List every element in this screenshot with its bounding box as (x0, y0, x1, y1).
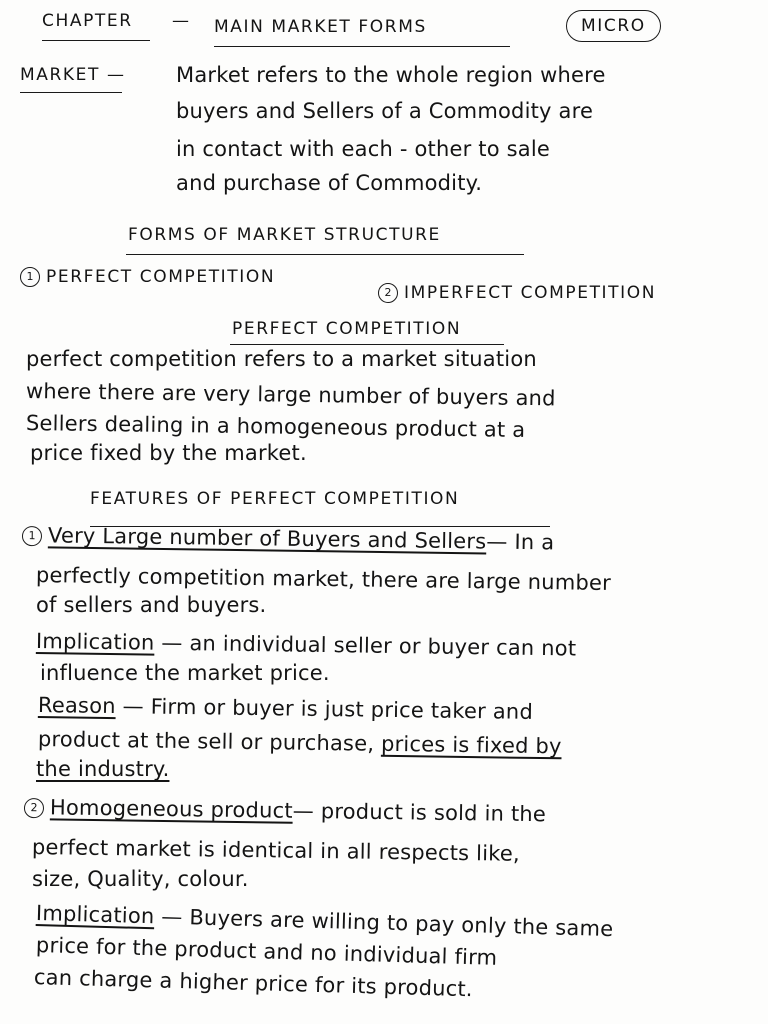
feature-1-line-2: of sellers and buyers. (36, 593, 267, 617)
feature-2-line-2: size, Quality, colour. (32, 867, 249, 891)
market-term-underline (20, 92, 122, 93)
forms-item-imperfect-label: IMPERFECT COMPETITION (404, 283, 657, 303)
feature-1-implication-line-2: influence the market price. (40, 661, 330, 685)
feature-2-title: Homogeneous product (49, 795, 293, 823)
feature-1-title: Very Large number of Buyers and Sellers (47, 523, 487, 554)
implication-label: Implication (35, 901, 155, 929)
number-2-badge: 2 (24, 798, 44, 818)
market-term: MARKET — (20, 65, 126, 85)
feature-2-implication-line-2: price for the product and no individual firm (35, 933, 498, 970)
feature-1-reason (38, 692, 533, 725)
implication-text: — Buyers are willing to pay only the same (161, 904, 614, 942)
number-1-badge: 1 (20, 267, 40, 287)
reason-line-2-b: prices is fixed by (380, 731, 562, 759)
micro-badge: MICRO (566, 10, 661, 42)
implication-label: Implication (35, 629, 155, 655)
forms-item-imperfect (378, 280, 656, 306)
perfect-def-line-3: Sellers dealing in a homogeneous product at a (25, 411, 526, 442)
perfect-def-line-4: price fixed by the market. (30, 441, 307, 465)
chapter-title: MAIN MARKET FORMS (214, 17, 427, 37)
feature-1-reason-line-2 (38, 726, 562, 759)
feature-1-title-line (22, 522, 555, 555)
market-def-line-4: and purchase of Commodity. (176, 171, 483, 195)
implication-text: — an individual seller or buyer can not (161, 630, 577, 661)
reason-text: — Firm or buyer is just price taker and (122, 694, 534, 724)
feature-2-line-1: perfect market is identical in all respects like, (31, 835, 521, 866)
feature-1-implication (36, 628, 577, 662)
feature-2-title-line (24, 794, 546, 827)
reason-label: Reason (37, 693, 116, 719)
header-dash: — (172, 11, 191, 31)
perfect-heading: PERFECT COMPETITION (232, 319, 462, 339)
feature-1-line-1: perfectly competition market, there are large number (35, 563, 612, 596)
feature-1-reason-line-3: the industry. (36, 757, 170, 781)
chapter-underline (42, 40, 150, 41)
forms-item-perfect-label: PERFECT COMPETITION (46, 267, 276, 287)
chapter-label: CHAPTER (42, 11, 133, 31)
perfect-heading-underline (230, 344, 504, 345)
chapter-title-underline (214, 46, 510, 47)
number-2-badge: 2 (378, 283, 398, 303)
feature-2-implication-line-3: can charge a higher price for its product. (33, 965, 474, 1002)
features-heading: FEATURES OF PERFECT COMPETITION (90, 489, 460, 509)
market-def-line-2: buyers and Sellers of a Commodity are (176, 99, 594, 123)
market-def-line-1: Market refers to the whole region where (176, 63, 606, 87)
forms-heading: FORMS OF MARKET STRUCTURE (128, 225, 441, 245)
forms-heading-underline (126, 254, 524, 255)
perfect-def-line-2: where there are very large number of buyers and (25, 379, 556, 411)
number-1-badge: 1 (22, 526, 42, 546)
forms-item-perfect (20, 264, 275, 290)
reason-line-2-a: product at the sell or purchase, (37, 727, 382, 756)
feature-2-title-tail: — product is sold in the (292, 798, 547, 827)
market-def-line-3: in contact with each - other to sale (176, 137, 551, 161)
feature-1-title-tail: — In a (486, 529, 555, 555)
perfect-def-line-1: perfect competition refers to a market situation (26, 347, 537, 371)
